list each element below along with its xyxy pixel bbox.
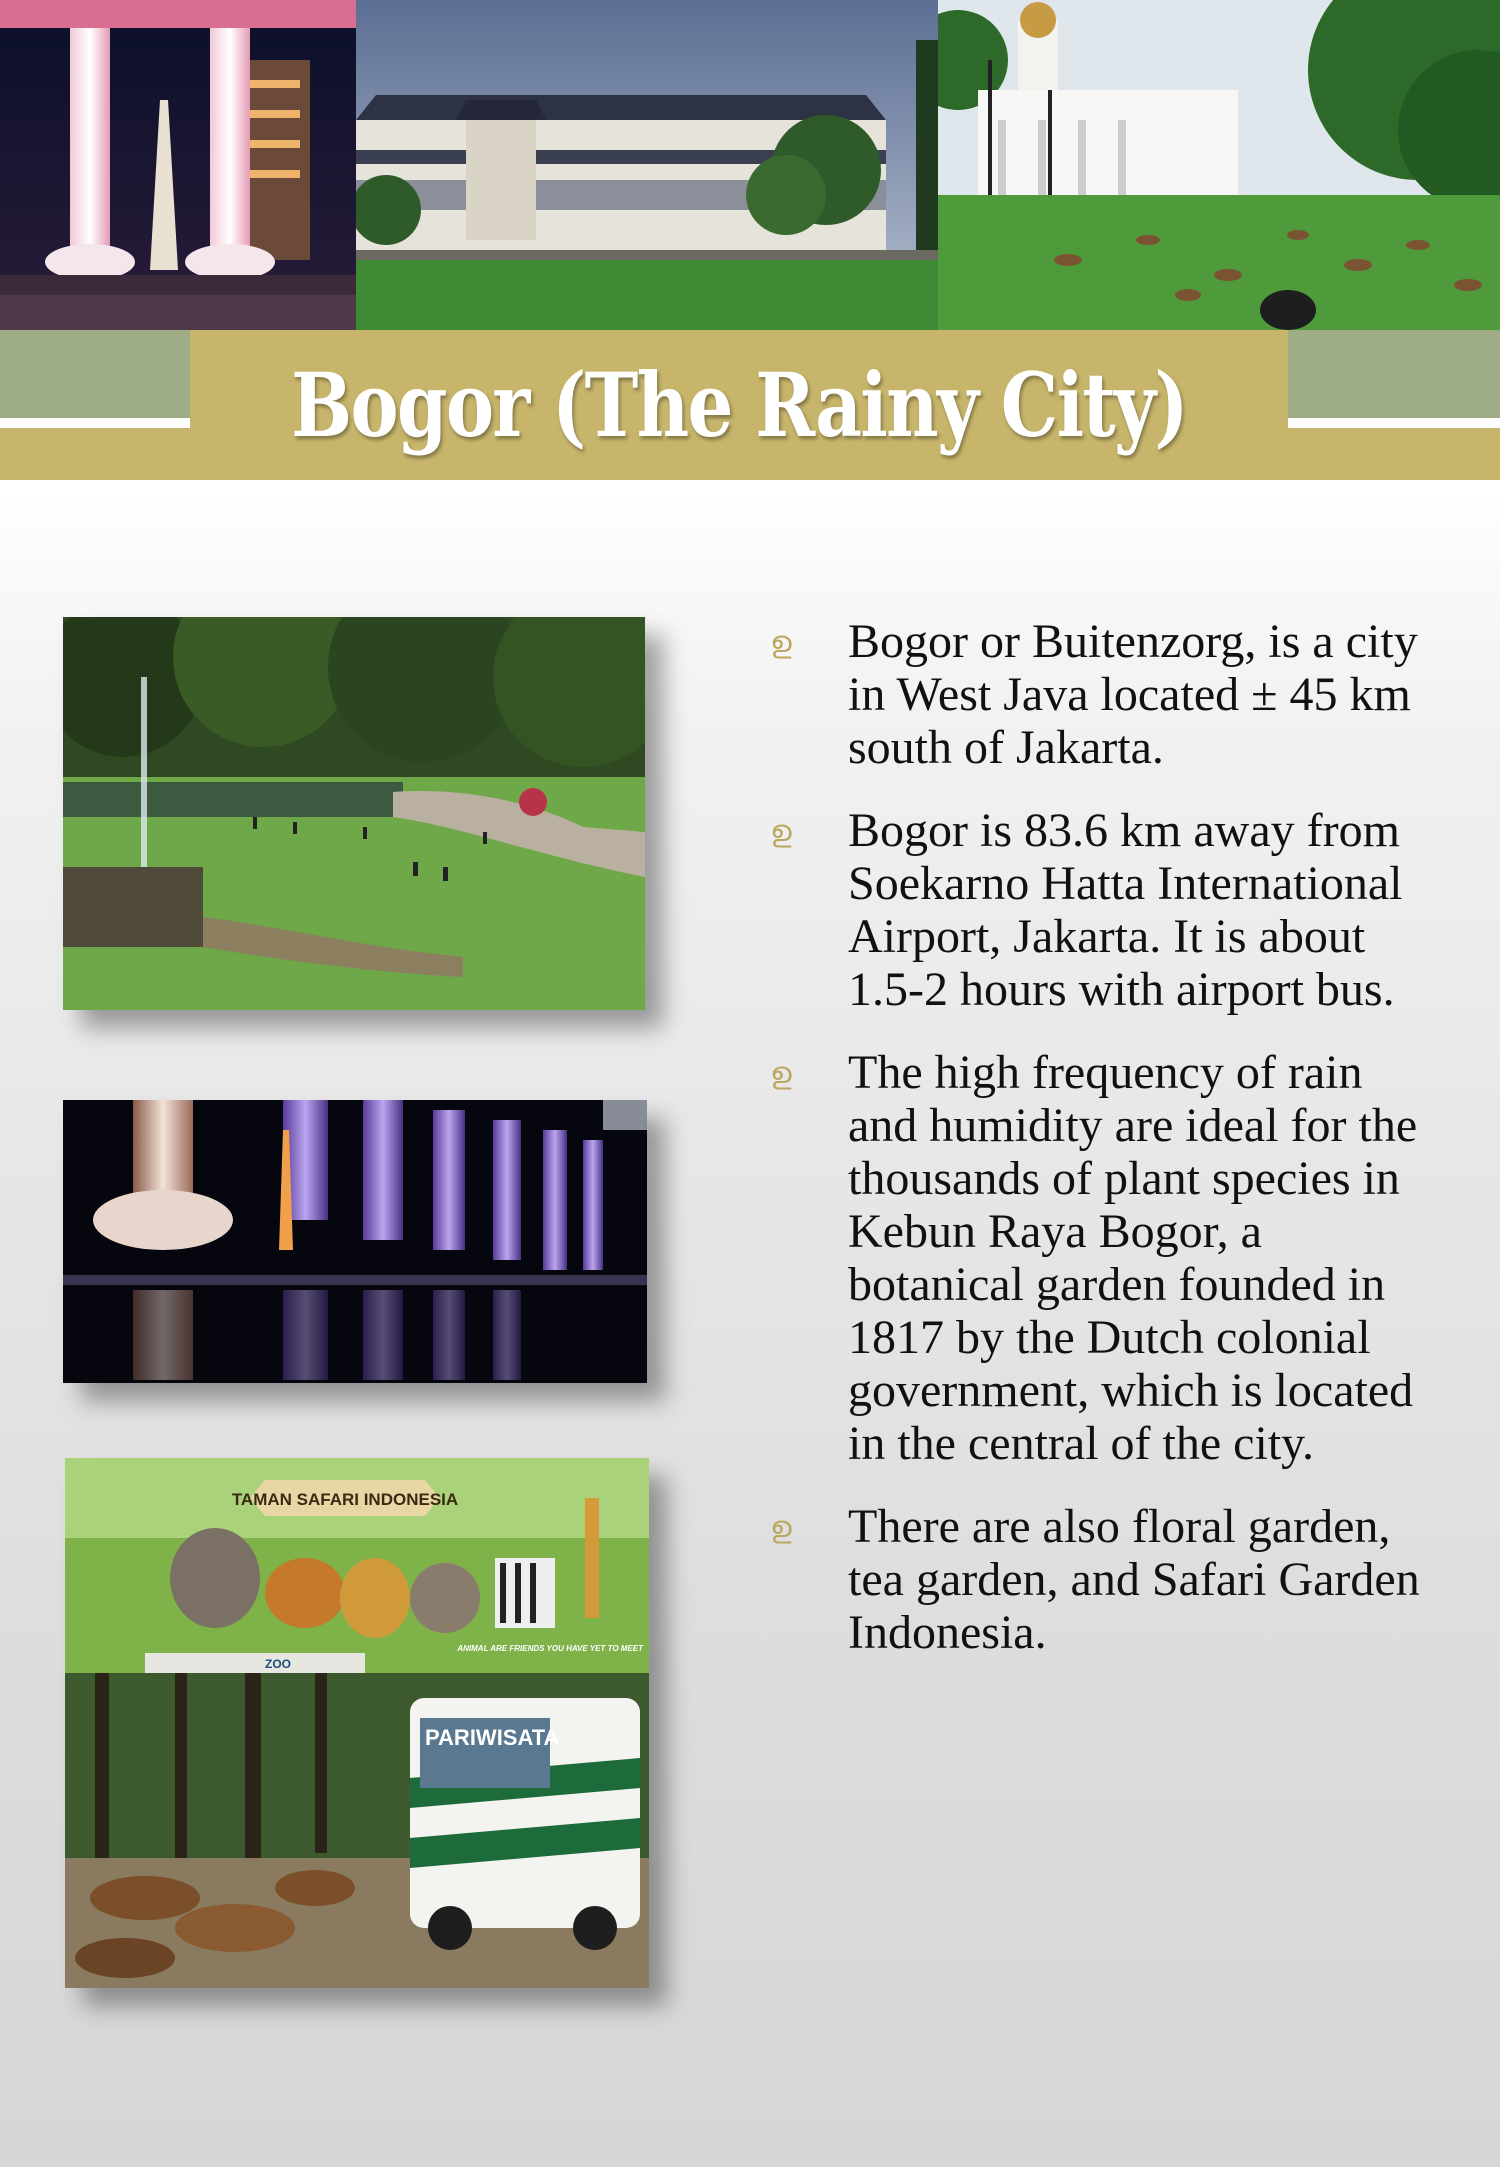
right-accent-line — [1288, 418, 1500, 428]
fleuron-icon: ഉ — [770, 625, 792, 660]
header-photo-banner — [0, 0, 1500, 330]
bullet-item — [770, 1046, 1430, 1470]
fleuron-icon: ഉ — [770, 814, 792, 849]
monument-night-photo — [0, 0, 356, 330]
title-band-divider — [0, 480, 1500, 490]
fleuron-icon: ഉ — [770, 1056, 792, 1091]
safari-collage-photo — [65, 1458, 649, 1988]
graduate-school-building-photo — [356, 0, 938, 330]
poster-title: TAMAN SAFARI INDONESIA — [231, 1490, 459, 1509]
palace-deer-photo — [938, 0, 1500, 330]
bullet-item — [770, 1500, 1430, 1659]
bullet-item — [770, 804, 1430, 1016]
left-accent-line — [0, 418, 190, 428]
bullet-text: Bogor is 83.6 km away from Soekarno Hatta International Airport, Jakarta. It is about 1.5-2 hours with airport bus. — [848, 804, 1403, 1016]
botanical-garden-photo — [63, 617, 645, 1010]
page-title: Bogor (The Rainy City) — [291, 353, 1187, 457]
bullet-text: The high frequency of rain and humidity are ideal for the thousands of plant species in Kebun Raya Bogor, a botanical garden founded in 1817 by the Dutch colonial government, which is located in the central of the city. — [848, 1046, 1418, 1470]
poster-logo: ZOO — [265, 1657, 291, 1671]
poster-slogan: ANIMAL ARE FRIENDS YOU HAVE YET TO MEET — [457, 1644, 643, 1653]
left-accent-block — [0, 330, 190, 418]
bullet-list — [770, 615, 1430, 1689]
right-accent-block — [1288, 330, 1500, 418]
bus-label: PARIWISATA — [425, 1725, 560, 1750]
fleuron-icon: ഉ — [770, 1510, 792, 1545]
title-band — [0, 330, 1500, 490]
bullet-text: There are also floral garden, tea garden, and Safari Garden Indonesia. — [848, 1500, 1420, 1659]
bullet-text: Bogor or Buitenzorg, is a city in West Java located ± 45 km south of Jakarta. — [848, 615, 1418, 774]
bullet-item — [770, 615, 1430, 774]
monument-reflection-photo — [63, 1100, 647, 1383]
